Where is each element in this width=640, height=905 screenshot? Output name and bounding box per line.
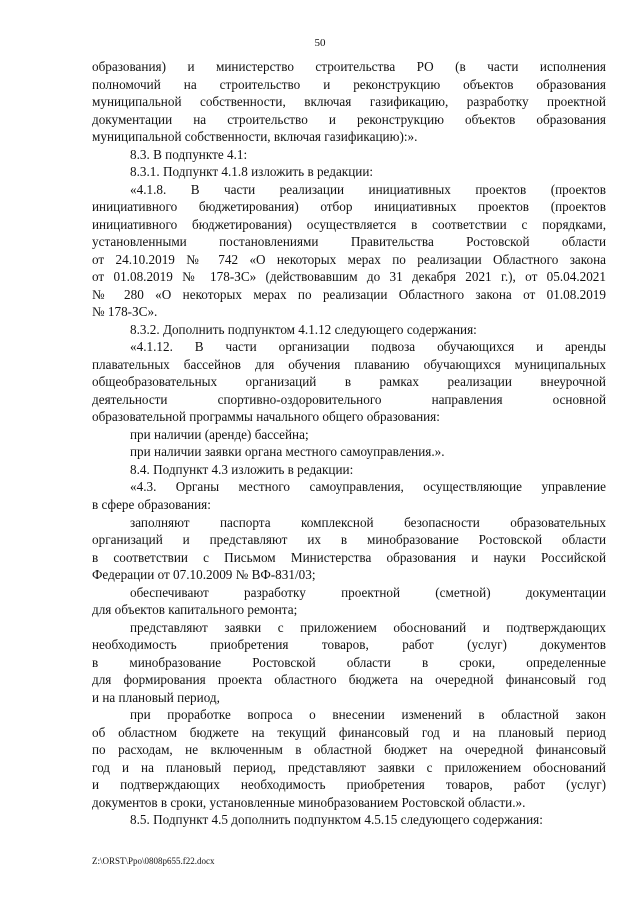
text-line: год и на плановый период, представляют заявки с приложением обоснований <box>92 759 606 775</box>
text-line: при проработке вопроса о внесении изменений в областной закон <box>130 707 606 723</box>
text-line: «4.3. Органы местного самоуправления, осуществляющие управление <box>130 479 606 495</box>
text-line: 8.3.2. Дополнить подпунктом 4.1.12 следующего содержания: <box>130 321 477 337</box>
text-line: образования) и министерство строительства РО (в части исполнения <box>92 59 606 74</box>
text-line: установленными постановлениями Правительства Ростовской области <box>92 234 606 250</box>
text-line: необходимость приобретения товаров, работ (услуг) документов <box>92 637 606 653</box>
text-line: 8.5. Подпункт 4.5 дополнить подпунктом 4.5.15 следующего содержания: <box>130 812 543 828</box>
text-line: общеобразовательных организаций в рамках реализации внеурочной <box>92 374 606 390</box>
text-line: полномочий на строительство и реконструкцию объектов образования <box>92 76 606 92</box>
text-line: при наличии (аренде) бассейна; <box>130 426 309 442</box>
text-line: об областном бюджете на текущий финансовый год и на плановый период <box>92 724 606 740</box>
text-line: деятельности спортивно-оздоровительного направления основной <box>92 391 606 407</box>
text-line: «4.1.12. В части организации подвоза обучающихся и аренды <box>130 339 606 355</box>
text-line: документации на строительство и реконструкцию объектов образования <box>92 111 606 127</box>
text-line: от 24.10.2019 № 742 «О некоторых мерах по реализации Областного закона <box>92 251 606 267</box>
text-line: и подтверждающих необходимость приобретения товаров, работ (услуг) <box>92 777 606 793</box>
page-number: 50 <box>314 37 326 49</box>
text-line: образовательной программы начального общего образования: <box>92 409 440 425</box>
text-line: «4.1.8. В части реализации инициативных проектов (проектов <box>130 181 606 197</box>
text-line: 8.3. В подпункте 4.1: <box>130 146 248 162</box>
text-line: по расходам, не включенным в областной бюджет на очередной финансовый <box>92 742 606 758</box>
text-line: № 178-ЗС». <box>92 304 158 320</box>
text-line: 8.3.1. Подпункт 4.1.8 изложить в редакции: <box>130 164 374 180</box>
text-line: плавательных бассейнов для обучения плаванию обучающихся муниципальных <box>92 356 606 372</box>
text-line: муниципальной собственности, включая газификацию, разработку проектной <box>92 94 606 110</box>
text-line: в соответствии с Письмом Министерства образования и науки Российской <box>92 549 606 565</box>
text-line: в сфере образования: <box>92 497 211 512</box>
text-line: № 280 «О некоторых мерах по реализации Областного закона от 01.08.2019 <box>92 286 606 302</box>
text-line: 8.4. Подпункт 4.3 изложить в редакции: <box>130 461 354 477</box>
text-line: муниципальной собственности, включая газификацию):». <box>92 129 418 145</box>
footer-file-path: Z:\ORST\Ppo\0808p655.f22.docx <box>92 856 215 866</box>
text-line: представляют заявки с приложением обоснований и подтверждающих <box>130 619 606 635</box>
text-line: для объектов капитального ремонта; <box>92 602 298 618</box>
text-line: инициативного бюджетирования) осуществляется в соответствии с порядками, <box>92 216 606 232</box>
text-line: Федерации от 07.10.2009 № ВФ-831/03; <box>92 567 316 583</box>
text-line: документов в сроки, установленные минобразованием Ростовской области.». <box>92 794 526 810</box>
text-line: в минобразование Ростовской области в сроки, определенные <box>92 654 606 670</box>
text-line: инициативного бюджетирования) отбор инициативных проектов (проектов <box>92 199 606 215</box>
text-line: обеспечивают разработку проектной (сметной) документации <box>130 584 606 600</box>
text-line: и на плановый период, <box>92 689 220 705</box>
text-line: от 01.08.2019 № 178-ЗС» (действовавшим до 31 декабря 2021 г.), от 05.04.2021 <box>92 269 606 285</box>
text-line: заполняют паспорта комплексной безопасности образовательных <box>130 514 606 530</box>
text-line: для формирования проекта областного бюджета на очередной финансовый год <box>92 672 606 688</box>
text-line: организаций и представляют их в минобразование Ростовской области <box>92 532 606 548</box>
text-line: при наличии заявки органа местного самоуправления.». <box>130 444 445 460</box>
